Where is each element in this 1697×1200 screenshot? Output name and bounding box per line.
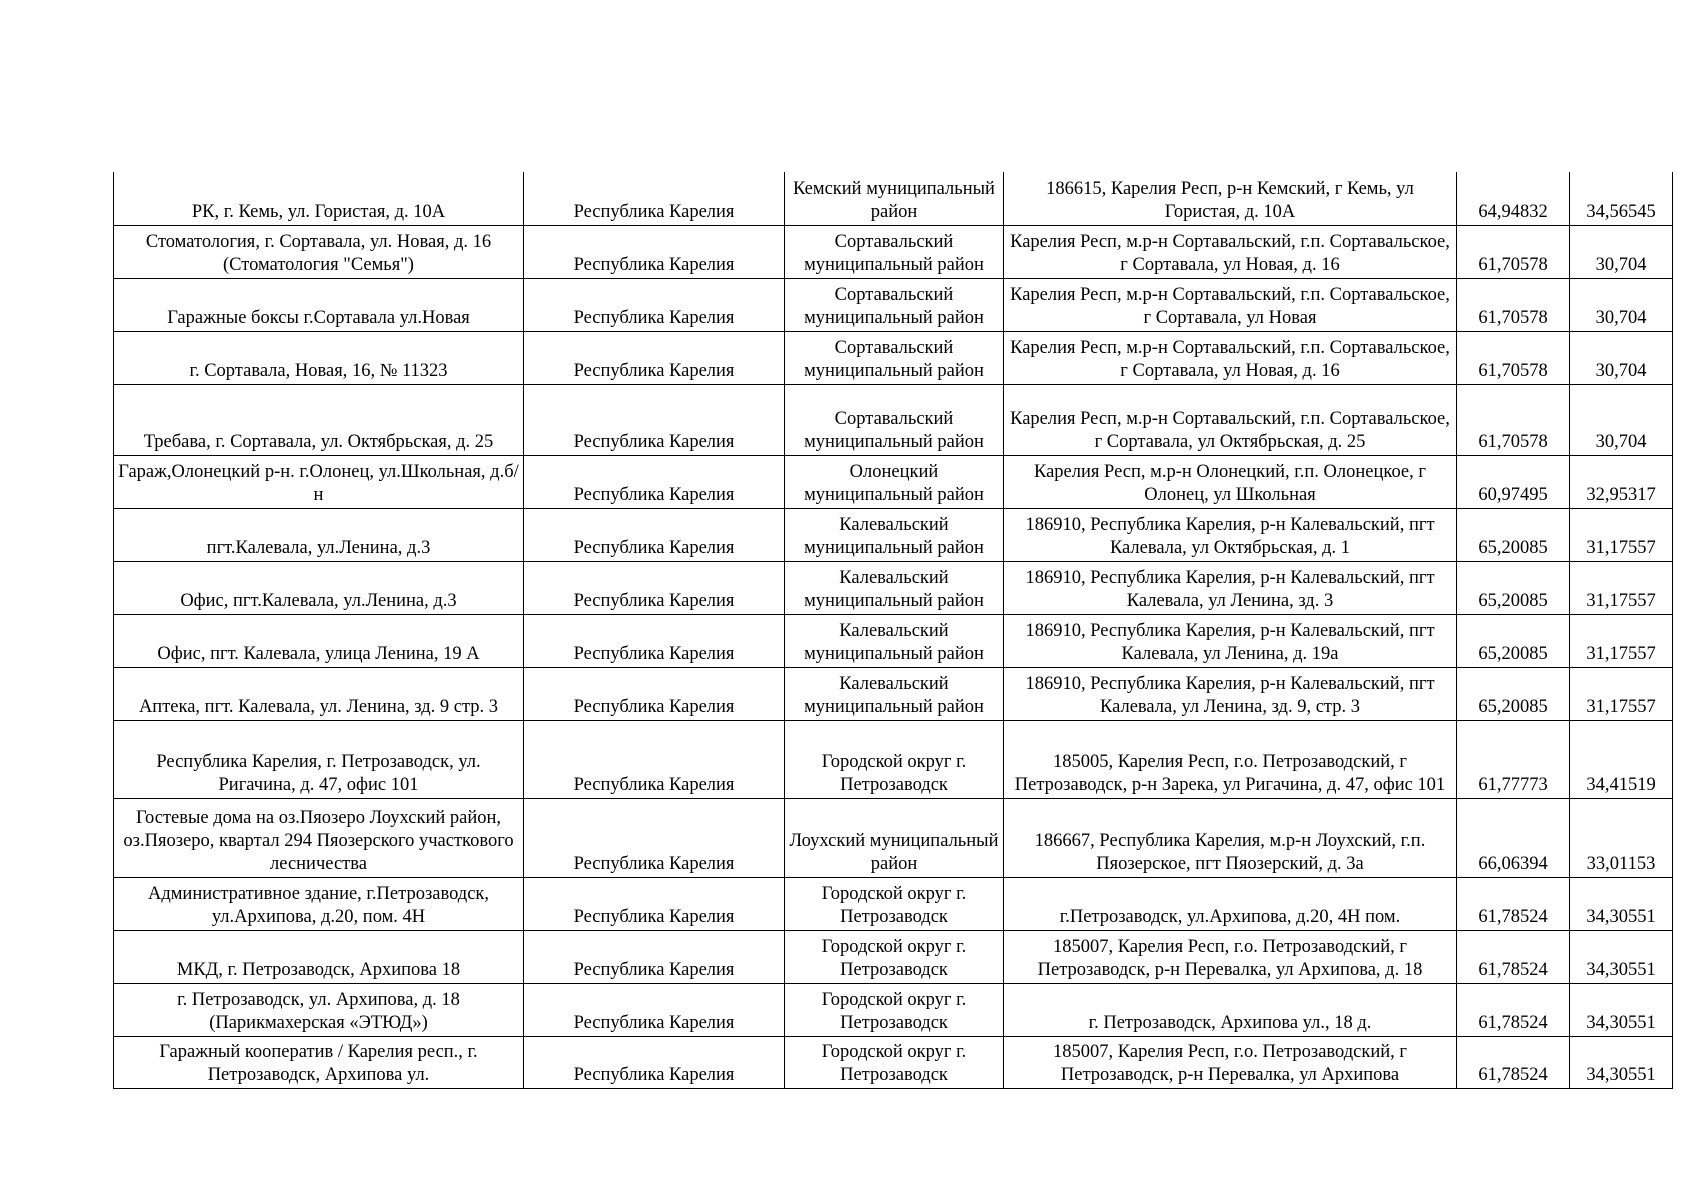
region-cell: Республика Карелия — [524, 877, 785, 930]
longitude-cell: 34,30551 — [1570, 983, 1673, 1036]
region-cell: Республика Карелия — [524, 384, 785, 455]
latitude-cell: 64,94832 — [1457, 172, 1570, 225]
latitude-cell: 61,78524 — [1457, 983, 1570, 1036]
latitude-cell: 65,20085 — [1457, 561, 1570, 614]
district-cell: Калевальский муниципальный район — [785, 508, 1004, 561]
district-cell: Городской округ г. Петрозаводск — [785, 1036, 1004, 1088]
table-row — [114, 1036, 1673, 1088]
locations-table — [113, 172, 1673, 1089]
latitude-cell: 61,78524 — [1457, 930, 1570, 983]
address-cell: 185007, Карелия Респ, г.о. Петрозаводский, г Петрозаводск, р-н Перевалка, ул Архипова — [1004, 1036, 1457, 1088]
table-row — [114, 983, 1673, 1036]
district-cell: Калевальский муниципальный район — [785, 561, 1004, 614]
district-cell: Городской округ г. Петрозаводск — [785, 983, 1004, 1036]
region-cell: Республика Карелия — [524, 561, 785, 614]
address-cell: Карелия Респ, м.р-н Сортавальский, г.п. Сортавальское, г Сортавала, ул Новая — [1004, 278, 1457, 331]
latitude-cell: 61,70578 — [1457, 278, 1570, 331]
latitude-cell: 61,70578 — [1457, 384, 1570, 455]
address-cell: Карелия Респ, м.р-н Сортавальский, г.п. Сортавальское, г Сортавала, ул Новая, д. 16 — [1004, 225, 1457, 278]
latitude-cell: 61,78524 — [1457, 1036, 1570, 1088]
latitude-cell: 65,20085 — [1457, 614, 1570, 667]
object-name-cell: Требава, г. Сортавала, ул. Октябрьская, д. 25 — [114, 384, 524, 455]
address-cell: 186910, Республика Карелия, р-н Калевальский, пгт Калевала, ул Октябрьская, д. 1 — [1004, 508, 1457, 561]
table-row — [114, 877, 1673, 930]
longitude-cell: 34,30551 — [1570, 1036, 1673, 1088]
table-row — [114, 331, 1673, 384]
table-row — [114, 455, 1673, 508]
address-cell: г. Петрозаводск, Архипова ул., 18 д. — [1004, 983, 1457, 1036]
region-cell: Республика Карелия — [524, 331, 785, 384]
address-cell: 186615, Карелия Респ, р-н Кемский, г Кемь, ул Гористая, д. 10А — [1004, 172, 1457, 225]
table-row — [114, 508, 1673, 561]
object-name-cell: Стоматология, г. Сортавала, ул. Новая, д. 16 (Стоматология "Семья") — [114, 225, 524, 278]
latitude-cell: 61,70578 — [1457, 331, 1570, 384]
address-cell: Карелия Респ, м.р-н Олонецкий, г.п. Олонецкое, г Олонец, ул Школьная — [1004, 455, 1457, 508]
region-cell: Республика Карелия — [524, 455, 785, 508]
longitude-cell: 30,704 — [1570, 278, 1673, 331]
address-cell: 186910, Республика Карелия, р-н Калевальский, пгт Калевала, ул Ленина, д. 19а — [1004, 614, 1457, 667]
address-cell: 185007, Карелия Респ, г.о. Петрозаводский, г Петрозаводск, р-н Перевалка, ул Архипова, д. 18 — [1004, 930, 1457, 983]
district-cell: Городской округ г. Петрозаводск — [785, 720, 1004, 798]
table-row — [114, 225, 1673, 278]
address-cell: 186667, Республика Карелия, м.р-н Лоухский, г.п. Пяозерское, пгт Пяозерский, д. 3а — [1004, 798, 1457, 877]
object-name-cell: Гостевые дома на оз.Пяозеро Лоухский район, оз.Пяозеро, квартал 294 Пяозерского участкового лесничества — [114, 798, 524, 877]
region-cell: Республика Карелия — [524, 798, 785, 877]
table-row — [114, 561, 1673, 614]
region-cell: Республика Карелия — [524, 225, 785, 278]
longitude-cell: 31,17557 — [1570, 614, 1673, 667]
longitude-cell: 30,704 — [1570, 331, 1673, 384]
district-cell: Сортавальский муниципальный район — [785, 225, 1004, 278]
latitude-cell: 61,78524 — [1457, 877, 1570, 930]
district-cell: Городской округ г. Петрозаводск — [785, 877, 1004, 930]
region-cell: Республика Карелия — [524, 720, 785, 798]
longitude-cell: 31,17557 — [1570, 561, 1673, 614]
district-cell: Калевальский муниципальный район — [785, 614, 1004, 667]
district-cell: Олонецкий муниципальный район — [785, 455, 1004, 508]
longitude-cell: 31,17557 — [1570, 508, 1673, 561]
district-cell: Калевальский муниципальный район — [785, 667, 1004, 720]
object-name-cell: пгт.Калевала, ул.Ленина, д.3 — [114, 508, 524, 561]
district-cell: Лоухский муниципальный район — [785, 798, 1004, 877]
region-cell: Республика Карелия — [524, 614, 785, 667]
table-row — [114, 667, 1673, 720]
object-name-cell: г. Сортавала, Новая, 16, № 11323 — [114, 331, 524, 384]
object-name-cell: Административное здание, г.Петрозаводск, ул.Архипова, д.20, пом. 4Н — [114, 877, 524, 930]
district-cell: Кемский муниципальный район — [785, 172, 1004, 225]
longitude-cell: 34,56545 — [1570, 172, 1673, 225]
longitude-cell: 34,30551 — [1570, 930, 1673, 983]
address-cell: 186910, Республика Карелия, р-н Калевальский, пгт Калевала, ул Ленина, зд. 3 — [1004, 561, 1457, 614]
latitude-cell: 61,70578 — [1457, 225, 1570, 278]
longitude-cell: 30,704 — [1570, 225, 1673, 278]
longitude-cell: 31,17557 — [1570, 667, 1673, 720]
district-cell: Сортавальский муниципальный район — [785, 331, 1004, 384]
latitude-cell: 61,77773 — [1457, 720, 1570, 798]
object-name-cell: РК, г. Кемь, ул. Гористая, д. 10А — [114, 172, 524, 225]
latitude-cell: 65,20085 — [1457, 508, 1570, 561]
object-name-cell: Республика Карелия, г. Петрозаводск, ул. Ригачина, д. 47, офис 101 — [114, 720, 524, 798]
longitude-cell: 30,704 — [1570, 384, 1673, 455]
region-cell: Республика Карелия — [524, 930, 785, 983]
table-row — [114, 278, 1673, 331]
object-name-cell: г. Петрозаводск, ул. Архипова, д. 18 (Парикмахерская «ЭТЮД») — [114, 983, 524, 1036]
table-row — [114, 614, 1673, 667]
longitude-cell: 34,30551 — [1570, 877, 1673, 930]
address-cell: г.Петрозаводск, ул.Архипова, д.20, 4Н пом. — [1004, 877, 1457, 930]
latitude-cell: 65,20085 — [1457, 667, 1570, 720]
region-cell: Республика Карелия — [524, 983, 785, 1036]
address-cell: Карелия Респ, м.р-н Сортавальский, г.п. Сортавальское, г Сортавала, ул Октябрьская, д. 25 — [1004, 384, 1457, 455]
district-cell: Сортавальский муниципальный район — [785, 384, 1004, 455]
region-cell: Республика Карелия — [524, 1036, 785, 1088]
region-cell: Республика Карелия — [524, 278, 785, 331]
object-name-cell: Офис, пгт.Калевала, ул.Ленина, д.3 — [114, 561, 524, 614]
address-cell: 186910, Республика Карелия, р-н Калевальский, пгт Калевала, ул Ленина, зд. 9, стр. 3 — [1004, 667, 1457, 720]
latitude-cell: 66,06394 — [1457, 798, 1570, 877]
table-row — [114, 384, 1673, 455]
longitude-cell: 32,95317 — [1570, 455, 1673, 508]
table-row — [114, 172, 1673, 225]
longitude-cell: 33,01153 — [1570, 798, 1673, 877]
table-row — [114, 930, 1673, 983]
table-body — [114, 172, 1673, 1088]
address-cell: Карелия Респ, м.р-н Сортавальский, г.п. Сортавальское, г Сортавала, ул Новая, д. 16 — [1004, 331, 1457, 384]
longitude-cell: 34,41519 — [1570, 720, 1673, 798]
object-name-cell: Офис, пгт. Калевала, улица Ленина, 19 А — [114, 614, 524, 667]
object-name-cell: Гаражные боксы г.Сортавала ул.Новая — [114, 278, 524, 331]
region-cell: Республика Карелия — [524, 172, 785, 225]
object-name-cell: Гаражный кооператив / Карелия респ., г. Петрозаводск, Архипова ул. — [114, 1036, 524, 1088]
address-cell: 185005, Карелия Респ, г.о. Петрозаводский, г Петрозаводск, р-н Зарека, ул Ригачина, д. 47, офис 101 — [1004, 720, 1457, 798]
object-name-cell: Аптека, пгт. Калевала, ул. Ленина, зд. 9 стр. 3 — [114, 667, 524, 720]
table-row — [114, 720, 1673, 798]
table-row — [114, 798, 1673, 877]
district-cell: Городской округ г. Петрозаводск — [785, 930, 1004, 983]
object-name-cell: Гараж,Олонецкий р-н. г.Олонец, ул.Школьная, д.б/н — [114, 455, 524, 508]
latitude-cell: 60,97495 — [1457, 455, 1570, 508]
object-name-cell: МКД, г. Петрозаводск, Архипова 18 — [114, 930, 524, 983]
region-cell: Республика Карелия — [524, 508, 785, 561]
region-cell: Республика Карелия — [524, 667, 785, 720]
district-cell: Сортавальский муниципальный район — [785, 278, 1004, 331]
